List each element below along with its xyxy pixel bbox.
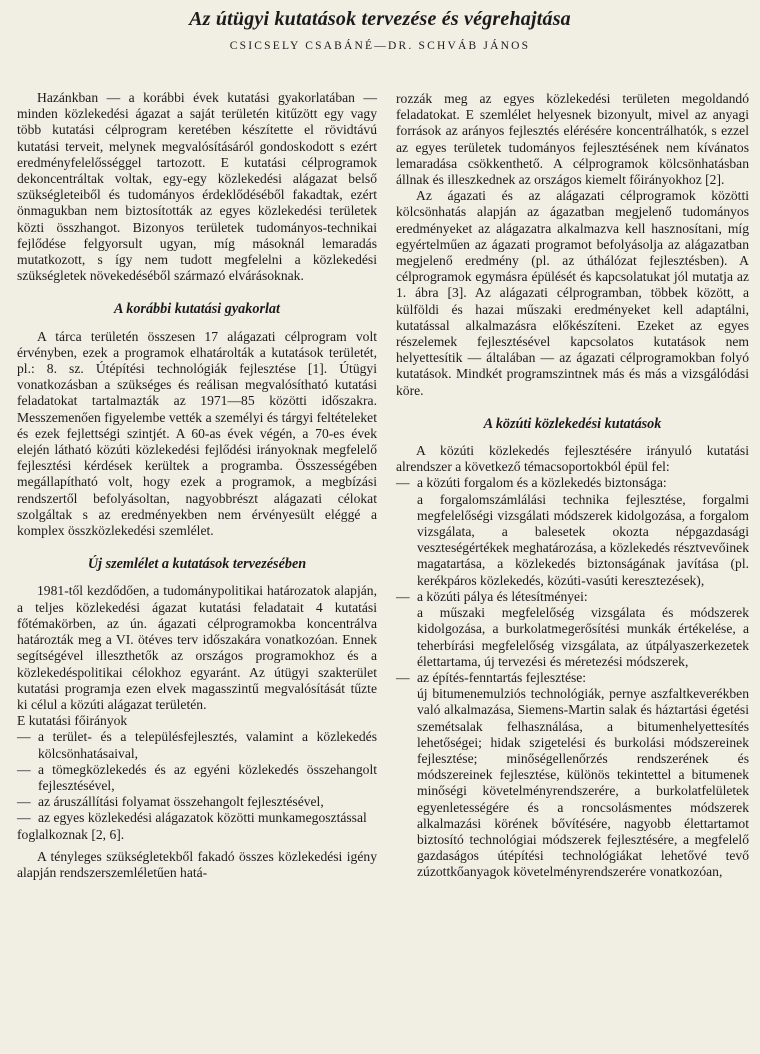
list-item-text: új bitumenemulziós technológiák, pernye aszfaltkeverékben való alkalmazása, Siemens-Martin salak és háztartási égetési szemétsalak felhasználása, a bitumenhelyettesítés lehetőségei; hidak szigetelési és burkolási módszereinek fejlesztése; minőségellenőrzés rendszerének és módszereinek fejlesztése, különös tekintettel a bitumenek minőségi követelményrendszerére, a burkolatfelületek egyenletességére és a roncsolásmentes módszerek alkalmazási körének bővítésére, nagyobb élettartamot biztosító technológiai módszerek fejlesztésére, a megfelelő gazdaságos útépítési technológiákat lehetővé tevő zúzottkőanyagok követelményrendszerére vonatkozóan,	[417, 686, 749, 880]
paragraph: rozzák meg az egyes közlekedési területen megoldandó feladatokat. E szemlélet helyesnek bizonyult, mivel az anyagi források az arányos fejlesztés elérésére koncentrálhatók, s ezzel az egyes területek tudományos fejlesztésének nem kívánatos lemaradása csökkenthető. A célprogramok kölcsönhatásban állnak és illeszkednek az országos kiemelt főirányokhoz [2].	[396, 91, 749, 188]
list-item-head: a közúti forgalom és a közlekedés biztonsága:	[417, 475, 667, 491]
article-authors: CSICSELY CSABÁNÉ—DR. SCHVÁB JÁNOS	[229, 40, 531, 52]
list-item-text: az egyes közlekedési alágazatok közötti munkamegosztással	[38, 810, 367, 826]
topic-groups-list	[396, 475, 749, 880]
list-item: — a tömegközlekedés és az egyéni közlekedés összehangolt fejlesztésével,	[17, 761, 377, 793]
list-item: — a terület- és a településfejlesztés, valamint a közlekedés kölcsönhatásaival,	[17, 729, 377, 761]
list-item-text: az áruszállítási folyamat összehangolt fejlesztésével,	[38, 794, 324, 810]
list-item: — az építés-fenntartás fejlesztése: új bitumenemulziós technológiák, pernye aszfaltkeverékben való alkalmazása, Siemens-Martin salak és háztartási égetési szemétsalak felhasználása, a bitumenhelyettesítés lehetőségei; hidak szigetelési és burkolási módszereinek fejlesztése; minőségellenőrzés rendszerének és módszereinek fejlesztése, különös tekintettel a bitumenek minőségi követelményrendszerére, a burkolatfelületek egyenletességére és a roncsolásmentes módszerek alkalmazási körének bővítésére, nagyobb élettartamot biztosító technológiai módszerek fejlesztésére, a megfelelő gazdaságos útépítési technológiákat lehetővé tevő zúzottkőanyagok követelményrendszerére vonatkozóan,	[396, 669, 749, 880]
list-item-text: a terület- és a településfejlesztés, valamint a közlekedés kölcsönhatásaival,	[38, 729, 377, 761]
list-item-text: a műszaki megfelelőség vizsgálata és módszerek kidolgozása, a burkolatmegerősítési munkák értékelése, a teherbírási megfelelőség vizsgálata, az útpályaszerkezetek élettartama, új tervezési és méretezési módszerek,	[417, 605, 749, 669]
left-column	[17, 90, 377, 881]
research-directions-list	[17, 729, 377, 826]
paragraph: foglalkoznak [2, 6].	[17, 826, 125, 842]
paragraph: A tényleges szükségletekből fakadó összes közlekedési igény alapján rendszerszemléletűen hatá-	[17, 848, 377, 880]
list-item: — az egyes közlekedési alágazatok közötti munkamegosztással	[17, 810, 367, 826]
section-heading: A korábbi kutatási gyakorlat	[114, 301, 280, 318]
right-column	[396, 91, 749, 881]
list-item-head: az építés-fenntartás fejlesztése:	[417, 669, 587, 685]
list-item-text: a forgalomszámlálási technika fejlesztése, forgalmi megfelelőségi vizsgálati módszerek kidolgozása, a forgalom vizsgálata, a balesetek okozta népgazdasági veszteségértékek meghatározása, a közlekedés résztvevőinek magatartása, a közlekedés biztonságának javítása (pl. kerékpáros közlekedés, közúti-vasúti keresztezések),	[417, 491, 749, 588]
paragraph: 1981-től kezdődően, a tudománypolitikai határozatok alapján, a teljes közlekedési ágazat kutatási feladatait 4 kutatási főtémakörben, az ún. ágazati célprogramokba koncentrálva határozták meg a VI. ötéves terv időszakára vonatkozóan. Ennek segítségével illeszthetők az országos programokhoz és a közlekedéspolitikai célokhoz egyaránt. Az útügyi szakterület kutatási programja ezen elvek magasszintű megvalósítását tűzte ki célul a közúti alágazat területén.	[17, 583, 377, 712]
list-item: — a közúti pálya és létesítményei: a műszaki megfelelőség vizsgálata és módszerek kidolgozása, a burkolatmegerősítési munkák értékelése, a teherbírási megfelelőség vizsgálata, az útpályaszerkezetek élettartama, új tervezési és méretezési módszerek,	[396, 588, 749, 669]
paragraph: A tárca területén összesen 17 alágazati célprogram volt érvényben, ezek a programok elhatárolták a kutatások területét, pl.: 8. sz. Útépítési technológiák fejlesztése [1]. Útügyi vonatkozásban a szükséges és reálisan megvalósítható kutatási feladatokat tartalmazták az 1971—85 közötti időszakra. Messzemenően figyelembe vették a személyi és tárgyi feltételeket és ezek fejlettségi szintjét. A 60-as évek végén, a 70-es évek elején látható közúti közlekedési fejlődési irányoknak megfelelő fejlesztési kérdések kerültek a programba. Összességében megállapítható volt, hogy ezek a programok, a megbízási rendszertől befolyásoltan, nagyobbrészt alágazati célokat szolgáltak s az eredményekben nem érvényesült eléggé a komplex összközlekedési szemlélet.	[17, 328, 377, 539]
paragraph: A közúti közlekedés fejlesztésére irányuló kutatási alrendszer a következő témacsoportokból épül fel:	[396, 443, 749, 475]
section-heading: A közúti közlekedési kutatások	[483, 415, 662, 432]
list-item-head: a közúti pálya és létesítményei:	[417, 588, 588, 604]
paragraph: Az ágazati és az alágazati célprogramok közötti kölcsönhatás alapján az ágazatban megjelenő tudományos eredményeket az alágazatra alkalmazva kell hasznosítani, míg egyértelműen az ágazati programot befolyásolja az alágazatban megjelenő eredmény (pl. az úthálózat fejlesztésben). A célprogramok egymásra épülését és kapcsolatukat jól mutatja az 1. ábra [3]. Az alágazati célprogramban, többek között, a külföldi és hazai műszaki eredményeket kell adaptálni, kutatással alkalmazásra előkészíteni. Ezeket az egyes részelemek fejlesztésével kapcsolatos kutatások nem helyettesítik — általában — az ágazati célprogramokban folyó kutatások. Mindkét programszintnek más és más a vizsgálódási köre.	[396, 188, 749, 398]
list-item: — az áruszállítási folyamat összehangolt fejlesztésével,	[17, 794, 324, 810]
section-heading: Új szemlélet a kutatások tervezésében	[87, 556, 307, 573]
list-item: — a közúti forgalom és a közlekedés biztonsága: a forgalomszámlálási technika fejlesztése, forgalmi megfelelőségi vizsgálati módszerek kidolgozása, a forgalom vizsgálata, a balesetek okozta népgazdasági veszteségértékek meghatározása, a közlekedés résztvevőinek magatartása, a közlekedés biztonságának javítása (pl. kerékpáros közlekedés, közúti-vasúti keresztezések),	[396, 475, 749, 588]
paragraph: Hazánkban — a korábbi évek kutatási gyakorlatában — minden közlekedési ágazat a saját területén kitűzött egy vagy több kutatási célprogram keretében készítette el rövidtávú kutatási terveit, melynek megvalósításáról gondoskodott s ezért eredményfelelősséggel tartozott. E kutatási célprogramok dekoncentráltak voltak, egy-egy közlekedési alágazat belső szükségleteiből és tudományos érdeklődéséből fakadtak, ezért önmagukban nem biztosították az egyes közlekedési területek közti összhangot. Bizonyos területek tudományos-technikai fejlődése felgyorsult ugyan, míg másoknál lemaradás mutatkozott, s így nem tudott megfelelni a közlekedési szükségletek növekedéséből származó elvárásoknak.	[17, 90, 377, 284]
paragraph: E kutatási főirányok	[17, 713, 128, 729]
article-title: Az útügyi kutatások tervezése és végrehajtása	[189, 8, 571, 30]
list-item-text: a tömegközlekedés és az egyéni közlekedés összehangolt fejlesztésével,	[38, 761, 377, 793]
